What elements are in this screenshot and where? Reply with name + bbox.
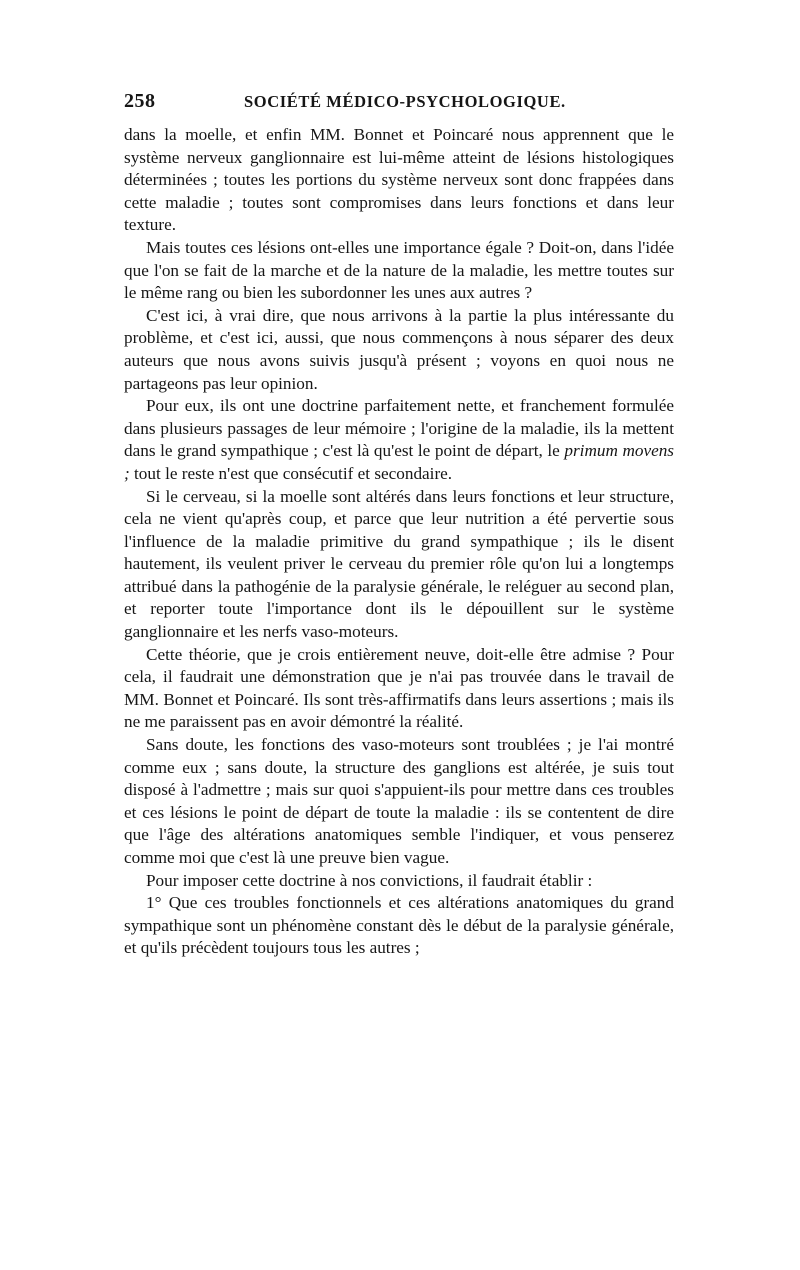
italic-phrase: primum movens ; <box>124 441 674 483</box>
paragraph: Cette théorie, que je crois entièrement neuve, doit-elle être admise ? Pour cela, il faudrait une démonstration que je n'ai pas trouvée dans le travail de MM. Bonnet et Poincaré. Ils sont très-affirmatifs dans leurs assertions ; mais ils ne me paraissent pas en avoir démontré la réalité. <box>124 644 674 732</box>
book-page <box>124 90 674 960</box>
paragraph <box>124 395 674 485</box>
paragraph: 1° Que ces troubles fonctionnels et ces altérations anatomiques du grand sympathique sont un phénomène constant dès le début de la paralysie générale, et qu'ils précèdent toujours tous les autres ; <box>124 893 674 958</box>
paragraph: Si le cerveau, si la moelle sont altérés dans leurs fonctions et leur structure, cela ne vient qu'après coup, et parce que leur nutrition a été pervertie sous l'influence de la maladie primitive du grand sympathique ; ils le disent hautement, ils veulent priver le cerveau du premier rôle qu'on lui a longtemps attribué dans la pathogénie de la paralysie générale, le reléguer au second plan, et reporter toute l'importance dont ils le dépouillent sur le système ganglionnaire et les nerfs vaso-moteurs. <box>124 486 674 642</box>
running-head <box>124 90 674 124</box>
paragraph-text: tout le reste n'est que consécutif et secondaire. <box>129 463 453 483</box>
body-text <box>124 124 674 960</box>
paragraph: C'est ici, à vrai dire, que nous arrivons à la partie la plus intéressante du problème, et c'est ici, aussi, que nous commençons à nous séparer des deux auteurs que nous avons suivis jusqu'à présent ; voyons en quoi nous ne partageons pas leur opinion. <box>124 305 674 393</box>
page-number: 258 <box>124 90 156 112</box>
paragraph-text: Pour eux, ils ont une doctrine parfaitement nette, et franchement formulée dans plusieurs passages de leur mémoire ; l'origine de la maladie, ils la mettent dans le grand sympathique ; c'est là qu'est le point de départ, le <box>124 396 674 461</box>
journal-title: SOCIÉTÉ MÉDICO-PSYCHOLOGIQUE. <box>244 92 566 111</box>
paragraph-continued: dans la moelle, et enfin MM. Bonnet et Poincaré nous apprennent que le système nerveux ganglionnaire est lui-même atteint de lésions histologiques déterminées ; toutes les portions du système nerveux sont donc frappées dans cette maladie ; toutes sont compromises dans leurs fonctions et dans leur texture. <box>124 125 674 235</box>
paragraph: Pour imposer cette doctrine à nos convictions, il faudrait établir : <box>146 870 593 890</box>
paragraph: Mais toutes ces lésions ont-elles une importance égale ? Doit-on, dans l'idée que l'on se fait de la marche et de la nature de la maladie, les mettre toutes sur le même rang ou bien les subordonner les unes aux autres ? <box>124 237 674 303</box>
paragraph: Sans doute, les fonctions des vaso-moteurs sont troublées ; je l'ai montré comme eux ; sans doute, la structure des ganglions est altérée, je suis tout disposé à l'admettre ; mais sur quoi s'appuient-ils pour mettre dans ces troubles et ces lésions le point de départ de toute la maladie : ils se contentent de dire que l'âge des altérations anatomiques semble l'indiquer, et vous penserez comme moi que c'est là une preuve bien vague. <box>124 735 674 867</box>
